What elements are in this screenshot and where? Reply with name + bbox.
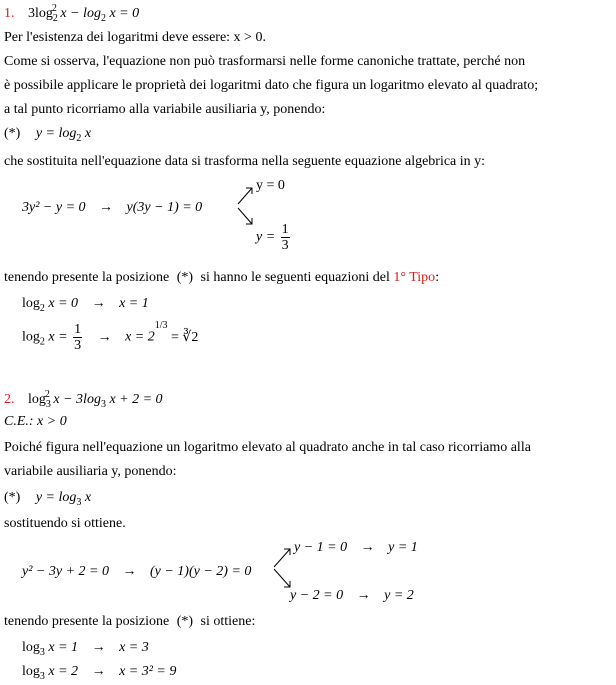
arrow-icon: → — [97, 329, 112, 345]
arrow-icon: → — [91, 296, 106, 311]
position-definition: (*) $y = \log_3 x$ — [4, 490, 92, 508]
arrow-icon: → — [122, 564, 137, 579]
branch-arrows-icon — [236, 184, 256, 228]
root-2: y − 2 = 0 → y = 2 — [290, 588, 414, 603]
star-marker: (*) — [4, 490, 21, 505]
star-marker: (*) — [4, 126, 21, 141]
root-2: y = $\frac{1}{3}$ — [256, 222, 289, 253]
paragraph-line: Come si osserva, l'equazione non può trasformarsi nelle forme canoniche trattate, perché non — [4, 54, 526, 69]
paragraph-line: a tal punto ricorriamo alla variabile ausiliaria y, ponendo: — [4, 102, 326, 117]
algebraic-equation: 3y² − y = 0 → y(3y − 1) = 0 — [22, 200, 203, 215]
paragraph-line: variabile ausiliaria y, ponendo: — [4, 464, 177, 479]
problem-2-heading — [4, 389, 163, 410]
paragraph-line: Poiché figura nell'equazione un logaritmo elevato al quadrato anche in tal caso ricorriamo alla — [4, 440, 531, 455]
problem-1-heading — [4, 3, 140, 24]
problem-number: 2. — [4, 392, 15, 407]
log-equation-2: $\log_3 x = 2 \to x = 3^2 = 9$ — [22, 664, 177, 682]
problem-equation: $\log_3^2 x - 3\log_3$ x + 2 = 0 — [28, 389, 163, 410]
arrow-icon: → — [91, 664, 106, 679]
problem-equation: $3\log_2^2$ $x - \log_2 x = 0$ — [28, 3, 140, 24]
log-equation-1: $\log_3 x = 1 \to x = 3$ — [22, 640, 149, 658]
star-marker: (*) — [176, 270, 194, 285]
arrow-icon: → — [91, 640, 106, 655]
algebraic-equation: y² − 3y + 2 = 0 → (y − 1)(y − 2) = 0 — [22, 564, 252, 579]
tipo-label: 1° Tipo — [393, 270, 436, 285]
existence-condition: C.E.: x > 0 — [4, 414, 67, 429]
paragraph-line: che sostituita nell'equazione data si trasforma nella seguente equazione algebrica in y: — [4, 154, 486, 169]
root-1: y − 1 = 0 → y = 1 — [294, 540, 418, 555]
arrow-icon: → — [356, 588, 371, 603]
log-equation-2: $\log_2 x$ = $\frac{1}{3}$ → $x = 2^{1/3}$ = ∛2 — [22, 319, 199, 353]
paragraph-line: è possibile applicare le proprietà dei logaritmi dato che figura un logaritmo elevato al quadrato; — [4, 78, 539, 93]
arrow-icon: → — [99, 200, 114, 215]
problem-number: 1. — [4, 6, 15, 21]
branch-arrows-icon — [272, 545, 294, 589]
position-definition: (*) $y = \log_2 x$ — [4, 126, 92, 144]
paragraph-line: tenendo presente la posizione (*) si hanno le seguenti equazioni del 1° Tipo: — [4, 270, 440, 285]
paragraph-line: sostituendo si ottiene. — [4, 516, 126, 531]
existence-condition: Per l'esistenza dei logaritmi deve essere: x > 0. — [4, 30, 266, 45]
log-equation-1: $\log_2 x = 0 \to x = 1$ — [22, 296, 149, 314]
root-1: y = 0 — [256, 178, 285, 193]
paragraph-line: tenendo presente la posizione (*) si ottiene: — [4, 614, 256, 629]
arrow-icon: → — [360, 540, 375, 555]
star-marker: (*) — [176, 614, 194, 629]
